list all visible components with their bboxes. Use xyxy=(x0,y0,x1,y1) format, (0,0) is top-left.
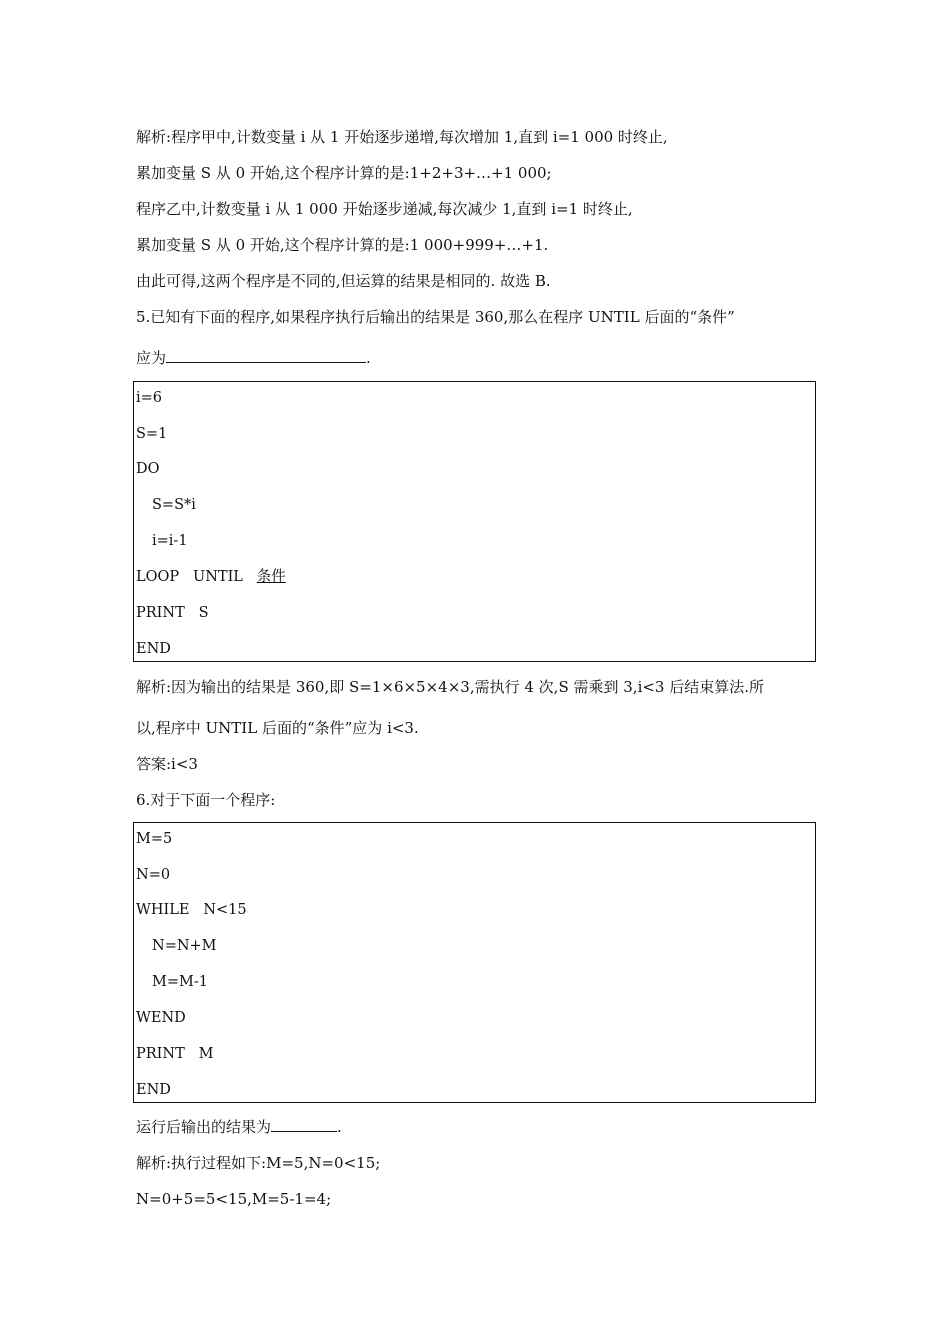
q6-analysis-line-1: 解析:执行过程如下:M=5,N=0<15; xyxy=(136,1154,381,1172)
question-6-stem: 6.对于下面一个程序: xyxy=(136,791,276,809)
code-line: N=0 xyxy=(136,867,171,883)
code-line: S=1 xyxy=(136,426,168,442)
analysis-line-1: 解析:程序甲中,计数变量 i 从 1 开始逐步递增,每次增加 1,直到 i=1 000 时终止, xyxy=(136,128,668,146)
until-condition: 条件 xyxy=(256,569,286,585)
question-5-stem: 5.已知有下面的程序,如果程序执行后输出的结果是 360,那么在程序 UNTIL 后面的“条件” xyxy=(136,308,735,326)
q6-analysis-line-2: N=0+5=5<15,M=5-1=4; xyxy=(136,1190,332,1208)
q5-analysis-line-1: 解析:因为输出的结果是 360,即 S=1×6×5×4×3,需执行 4 次,S 需乘到 3,i<3 后结束算法.所 xyxy=(136,678,765,696)
code-line: i=i-1 xyxy=(152,533,188,549)
code-line: PRINT S xyxy=(136,605,209,621)
question-6-prefix: 运行后输出的结果为 xyxy=(136,1118,272,1136)
code-line: PRINT M xyxy=(136,1046,214,1062)
code-line: DO xyxy=(136,461,160,477)
analysis-line-3: 程序乙中,计数变量 i 从 1 000 开始逐步递减,每次减少 1,直到 i=1 时终止, xyxy=(136,200,633,218)
code-box-q6 xyxy=(133,822,816,1103)
question-5-suffix: . xyxy=(366,349,371,367)
code-line: WHILE N<15 xyxy=(136,902,247,918)
analysis-line-5: 由此可得,这两个程序是不同的,但运算的结果是相同的. 故选 B. xyxy=(136,272,551,290)
question-6-result-line xyxy=(136,1117,342,1137)
question-6-suffix: . xyxy=(337,1118,342,1136)
code-line: N=N+M xyxy=(152,938,217,954)
code-box-q5 xyxy=(133,381,816,662)
q5-analysis-line-2: 以,程序中 UNTIL 后面的“条件”应为 i<3. xyxy=(136,719,419,737)
code-line: M=5 xyxy=(136,831,173,847)
q5-answer: 答案:i<3 xyxy=(136,755,198,773)
question-5-prefix: 应为 xyxy=(136,349,167,367)
code-line: M=M-1 xyxy=(152,974,208,990)
code-line: WEND xyxy=(136,1010,186,1026)
analysis-line-4: 累加变量 S 从 0 开始,这个程序计算的是:1 000+999+…+1. xyxy=(136,236,549,254)
code-line: END xyxy=(136,641,171,657)
code-line-until xyxy=(136,567,286,587)
code-line: i=6 xyxy=(136,390,163,406)
code-line: S=S*i xyxy=(152,497,196,513)
question-5-answer-line xyxy=(136,348,371,368)
until-keyword: LOOP UNTIL xyxy=(136,569,257,585)
answer-blank[interactable] xyxy=(166,348,366,363)
analysis-line-2: 累加变量 S 从 0 开始,这个程序计算的是:1+2+3+…+1 000; xyxy=(136,164,552,182)
answer-blank[interactable] xyxy=(271,1117,337,1132)
code-line: END xyxy=(136,1082,171,1098)
